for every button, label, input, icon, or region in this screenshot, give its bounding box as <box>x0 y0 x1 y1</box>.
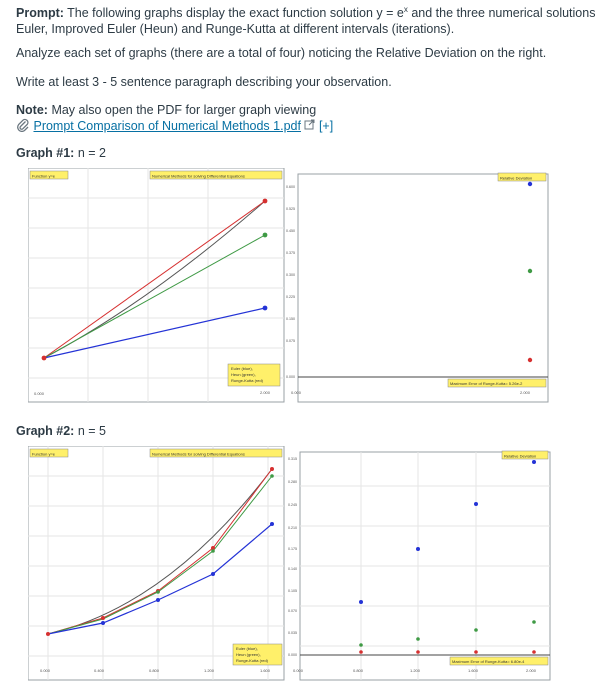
graph2-dev-rk-point <box>359 650 363 654</box>
graph2-dev-euler-point <box>359 600 363 604</box>
graph1-mid-axis <box>286 185 295 379</box>
graph2-mid-tick-4: 0.175 <box>288 547 297 551</box>
graph1-mid-tick-4: 0.300 <box>286 273 295 277</box>
graph1-x-tick-start: 0.000 <box>34 391 45 396</box>
note-text: May also open the PDF for larger graph viewing <box>51 103 317 117</box>
graph2-deviation-grid <box>300 452 550 680</box>
graph2-dev-heun-point <box>474 628 478 632</box>
graph2-heading-label: Graph #2: <box>16 424 75 438</box>
graph2-x-tick-3: 1.200 <box>204 668 215 673</box>
graph2-mid-tick-7: 0.070 <box>288 609 297 613</box>
graph1-mid-tick-7: 0.075 <box>286 339 295 343</box>
graph2-right-x-tick-3: 1.600 <box>468 668 479 673</box>
graph1-mid-tick-3: 0.375 <box>286 251 295 255</box>
write-instruction: Write at least 3 - 5 sentence paragraph describing your observation. <box>16 75 392 89</box>
graph1-mid-tick-8: 0.000 <box>286 375 295 379</box>
graph1-rk-end-point <box>263 199 268 204</box>
graph2-heading-n: n = 5 <box>74 424 106 438</box>
analyze-instruction: Analyze each set of graphs (there are a total of four) noticing the Relative Deviation on the right. <box>16 46 547 60</box>
graph2-function-tag-text: Function y=e <box>32 451 56 457</box>
graph1-image <box>28 168 550 408</box>
graph2-legend-rk: Runge-Kutta (red) <box>236 658 269 663</box>
graph1-start-point <box>42 356 47 361</box>
graph2-heun-point <box>156 590 160 594</box>
graph2-mid-tick-3: 0.210 <box>288 526 297 530</box>
graph2-dev-euler-point <box>416 547 420 551</box>
graph1-mid-tick-2: 0.450 <box>286 229 295 233</box>
graph2-dev-euler-point <box>532 460 536 464</box>
graph2-rk-point <box>46 632 50 636</box>
graph2-mid-tick-5: 0.140 <box>288 567 297 571</box>
graph2-x-tick-2: 0.800 <box>149 668 160 673</box>
graph2-mid-tick-2: 0.245 <box>288 503 297 507</box>
graph2-right-x-tick-1: 0.800 <box>353 668 364 673</box>
graph2-mid-tick-6: 0.105 <box>288 589 297 593</box>
graph1-heading-label: Graph #1: <box>16 146 75 160</box>
graph1-right-x-tick-end: 2.000 <box>520 390 531 395</box>
graph2-dev-rk-point <box>474 650 478 654</box>
graph1-heading <box>16 145 106 161</box>
graph2-right-x-tick-4: 2.000 <box>526 668 537 673</box>
graph1-heading-n: n = 2 <box>74 146 106 160</box>
graph1-dev-heun-point <box>528 269 532 273</box>
graph2-euler-point <box>101 621 105 625</box>
graph2-rk-point <box>270 467 274 471</box>
graph2-euler-point <box>270 522 274 526</box>
prompt-label: Prompt: <box>16 6 64 21</box>
graph1-heun-end-point <box>263 233 268 238</box>
graph1-mid-tick-5: 0.225 <box>286 295 295 299</box>
graph1-right-x-tick-start: 0.000 <box>291 390 302 395</box>
note-line <box>16 102 316 118</box>
graph2-euler-point <box>156 598 160 602</box>
graph2-max-error-text: Maximum Error of Runge-Kutta= 6.80e-4 <box>452 659 525 664</box>
pdf-attachment-link[interactable]: Prompt Comparison of Numerical Methods 1.pdf <box>33 119 301 133</box>
graph2-x-tick-4: 1.600 <box>260 668 271 673</box>
graph2-rk-point <box>101 616 105 620</box>
graph2-methods-tag-text: Numerical Methods for solving Differential Equations <box>152 451 245 457</box>
graph1-mid-tick-1: 0.525 <box>286 207 295 211</box>
graph1-legend-heun: Heun (green), <box>231 372 256 377</box>
graph1-methods-tag-text: Numerical Methods for solving Differential Equations <box>152 173 245 179</box>
graph2-mid-tick-1: 0.280 <box>288 480 297 484</box>
paperclip-icon <box>16 118 30 132</box>
graph1-dev-euler-point <box>528 182 532 186</box>
graph2-dev-rk-point <box>416 650 420 654</box>
graph1-legend-rk: Runge-Kutta (red) <box>231 378 264 383</box>
graph1-max-error-text: Maximum Error of Runge-Kutta= 5.26e-2 <box>450 381 523 386</box>
graph1-legend-euler: Euler (blue), <box>231 366 253 371</box>
graph1-function-tag-text: Function y=e <box>32 173 56 179</box>
graph2-heading <box>16 423 106 439</box>
graph2-image <box>28 446 552 686</box>
graph2-deviation-tag-text: Relative Deviation <box>504 453 537 459</box>
external-link-icon[interactable] <box>304 119 315 130</box>
graph1-x-tick-end: 2.000 <box>260 390 271 395</box>
prompt-text-1b: and the three numerical solutions <box>407 6 596 21</box>
attachment-row <box>16 118 333 134</box>
graph2-mid-tick-8: 0.035 <box>288 631 297 635</box>
graph1-euler-end-point <box>263 306 268 311</box>
graph1-deviation-panel <box>298 174 548 402</box>
graph2-dev-heun-point <box>416 637 420 641</box>
prompt-text-2: Euler, Improved Euler (Heun) and Runge-Kutta at different intervals (iterations). <box>16 22 455 37</box>
graph1-dev-rk-point <box>528 358 532 362</box>
expand-preview-button[interactable]: [+] <box>318 119 334 133</box>
graph2-mid-tick-0: 0.315 <box>288 457 297 461</box>
graph2-dev-heun-point <box>532 620 536 624</box>
graph2-legend-euler: Euler (blue), <box>236 646 258 651</box>
graph2-mid-axis <box>288 457 297 657</box>
graph2-euler-point <box>211 572 215 576</box>
graph2-legend-heun: Heun (green), <box>236 652 261 657</box>
graph2-right-x-tick-2: 1.200 <box>410 668 421 673</box>
graph2-right-x-tick-0: 0.000 <box>293 668 304 673</box>
graph1-mid-tick-6: 0.150 <box>286 317 295 321</box>
graph2-mid-tick-9: 0.000 <box>288 653 297 657</box>
graph2-x-tick-1: 0.400 <box>94 668 105 673</box>
graph2-heun-point <box>270 474 274 478</box>
graph1-deviation-tag-text: Relative Deviation <box>500 175 533 181</box>
graph2-dev-rk-point <box>532 650 536 654</box>
prompt-text-1: The following graphs display the exact function solution y = e <box>67 6 404 21</box>
graph2-x-tick-0: 0.000 <box>40 668 51 673</box>
prompt-superscript: x <box>403 5 408 14</box>
prompt-paragraph <box>16 2 601 37</box>
graph2-dev-euler-point <box>474 502 478 506</box>
graph2-heun-point <box>211 549 215 553</box>
graph2-dev-heun-point <box>359 643 363 647</box>
note-label: Note: <box>16 103 48 117</box>
graph1-mid-tick-0: 0.600 <box>286 185 295 189</box>
